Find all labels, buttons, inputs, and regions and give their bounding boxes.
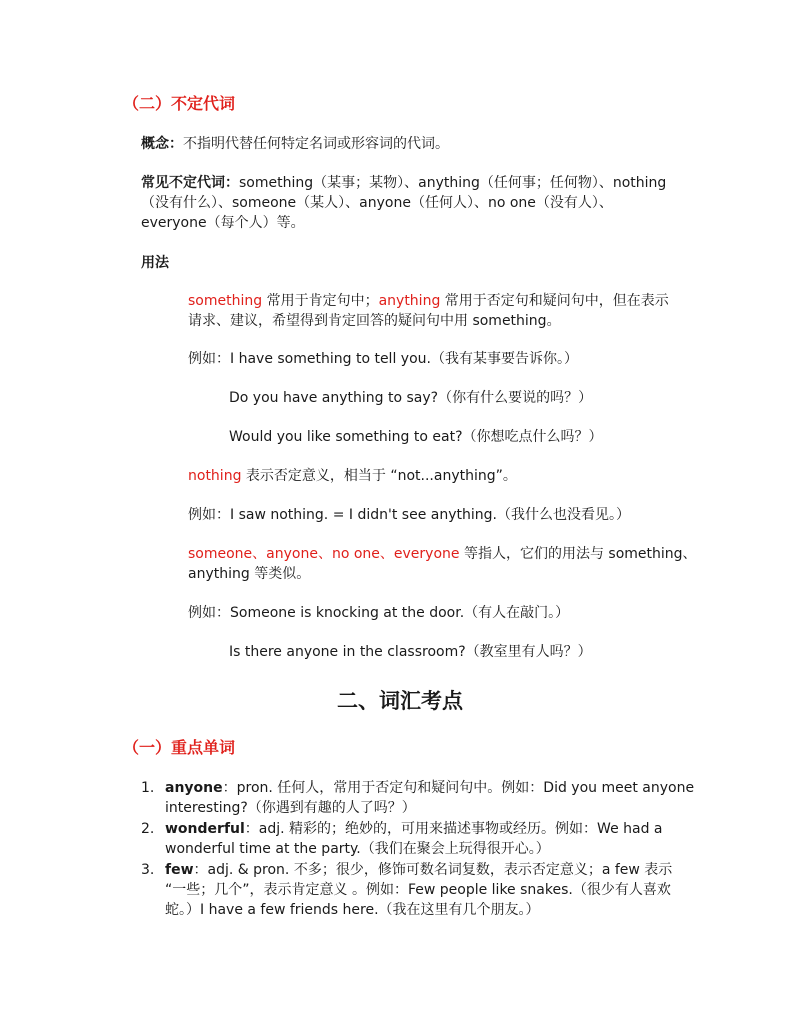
vocab-word-few: few (165, 862, 194, 878)
section-heading-indefinite-pronouns: （二）不定代词 (123, 94, 236, 113)
keyword-nothing: nothing (188, 468, 242, 484)
example-3b: Is there anyone in the classroom?（教室里有人吗？） (229, 644, 592, 660)
vocab-item-2-number: 2. (141, 821, 155, 837)
vocab-word-anyone: anyone (165, 780, 223, 796)
vocab-item-1-line-2: interesting?（你遇到有趣的人了吗？） (165, 800, 416, 816)
example-3a: 例如：Someone is knocking at the door.（有人在敲门。） (188, 605, 570, 621)
vocab-word-wonderful: wonderful (165, 821, 245, 837)
example-label: 例如： (188, 351, 230, 367)
common-pronouns-line-3: everyone（每个人）等。 (141, 215, 305, 231)
example-1a (188, 349, 578, 369)
usage-1-text-b: 常用于否定句和疑问句中，但在表示 (440, 293, 669, 309)
common-text-1: something（某事；某物）、anything（任何事；任何物）、nothing (239, 175, 667, 191)
common-pronouns-line-1 (141, 173, 666, 193)
usage-3-line-2: anything 等类似。 (188, 566, 311, 582)
keyword-someone-group: someone、anyone、no one、everyone (188, 546, 460, 562)
vocab-item-3-line-3: 蛇。）I have a few friends here.（我在这里有几个朋友。） (165, 902, 540, 918)
usage-label: 用法 (141, 255, 169, 271)
vocab-item-2-text: ：adj. 精彩的；绝妙的，可用来描述事物或经历。例如：We had a (244, 821, 663, 837)
vocab-item-3-line-1 (165, 860, 672, 880)
keyword-something: something (188, 293, 263, 309)
vocab-item-1-number: 1. (141, 780, 155, 796)
vocab-item-1-text: ：pron. 任何人，常用于否定句和疑问句中。例如：Did you meet anyone (222, 780, 695, 796)
concept-label: 概念： (141, 136, 183, 152)
vocab-item-3-line-2: “一些；几个”，表示肯定意义 。例如：Few people like snakes.（很少有人喜欢 (165, 882, 671, 898)
vocab-item-1-line-1 (165, 778, 694, 798)
example-2: 例如：I saw nothing. = I didn't see anything.（我什么也没看见。） (188, 507, 630, 523)
common-label: 常见不定代词： (141, 175, 239, 191)
usage-3-line-1 (188, 544, 697, 564)
usage-2 (188, 466, 517, 486)
vocab-item-2-line-2: wonderful time at the party.（我们在聚会上玩得很开心。） (165, 841, 550, 857)
concept-paragraph (141, 134, 449, 154)
concept-text: 不指明代替任何特定名词或形容词的代词。 (183, 136, 449, 152)
example-1c: Would you like something to eat?（你想吃点什么吗？） (229, 429, 603, 445)
usage-3-text: 等指人，它们的用法与 something、 (459, 546, 697, 562)
vocab-item-3-number: 3. (141, 862, 155, 878)
usage-2-text: 表示否定意义，相当于 “not...anything”。 (241, 468, 517, 484)
subheading-key-words: （一）重点单词 (123, 738, 236, 757)
example-1a-text: I have something to tell you.（我有某事要告诉你。） (230, 351, 578, 367)
vocab-item-2-line-1 (165, 819, 663, 839)
usage-1-line-1 (188, 291, 669, 311)
usage-1-line-2: 请求、建议，希望得到肯定回答的疑问句中用 something。 (188, 313, 561, 329)
keyword-anything: anything (378, 293, 441, 309)
common-pronouns-line-2: （没有什么）、someone（某人）、anyone（任何人）、no one（没有人）、 (141, 195, 613, 211)
main-heading-vocabulary: 二、词汇考点 (337, 689, 463, 713)
vocab-item-3-text: ：adj. & pron. 不多；很少，修饰可数名词复数，表示否定意义；a few 表示 (193, 862, 673, 878)
example-1b: Do you have anything to say?（你有什么要说的吗？） (229, 390, 593, 406)
usage-1-text-a: 常用于肯定句中； (262, 293, 379, 309)
